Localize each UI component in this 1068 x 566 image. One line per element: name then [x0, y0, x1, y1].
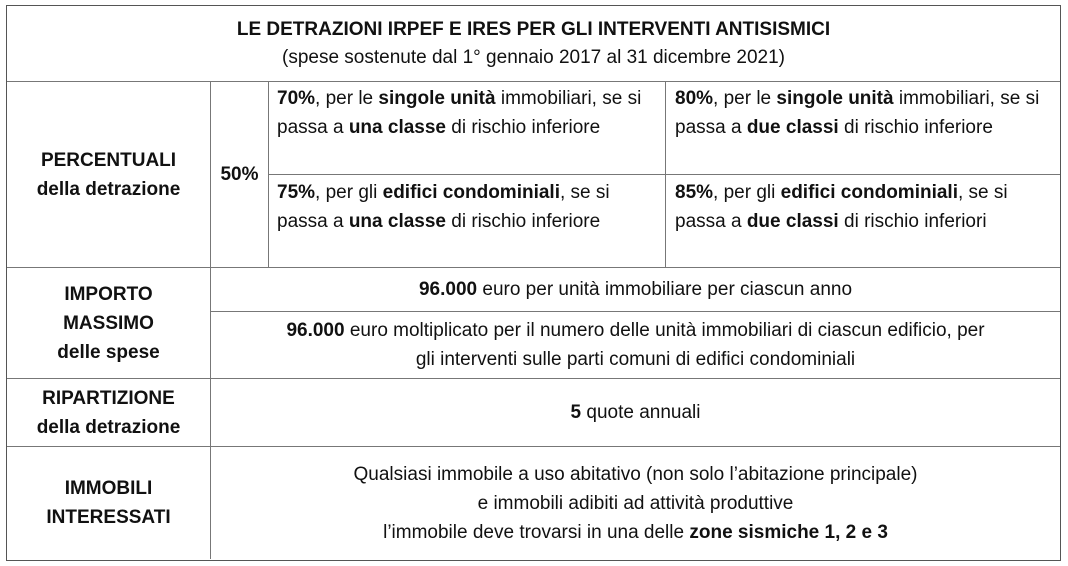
importo-label: IMPORTO MASSIMO delle spese	[57, 283, 160, 363]
deduction-80: 80%, per le singole unità immobiliari, se si passa a due classi di rischio inferiore	[675, 88, 1040, 138]
table-title: LE DETRAZIONI IRPEF E IRES PER GLI INTERVENTI ANTISISMICI	[236, 18, 831, 40]
deduction-75: 75%, per gli edifici condominiali, se si passa a una classe di rischio inferiore	[277, 182, 610, 232]
deduction-70: 70%, per le singole unità immobiliari, se si passa a una classe di rischio inferiore	[277, 88, 642, 138]
ripartizione-label: RIPARTIZIONE della detrazione	[36, 387, 181, 438]
ripartizione-row	[7, 379, 1060, 447]
table-subtitle: (spese sostenute dal 1° gennaio 2017 al 31 dicembre 2021)	[282, 46, 785, 68]
immobili-label: IMMOBILI INTERESSATI	[46, 478, 171, 528]
immobili-value: Qualsiasi immobile a uso abitativo (non solo l’abitazione principale) e immobili adibiti ad attività produttive l’immobile deve trovarsi in una delle zone sismiche 1, 2 e 3	[353, 463, 918, 543]
title-row	[7, 6, 1060, 82]
deductions-table	[6, 5, 1061, 561]
deduction-85: 85%, per gli edifici condominiali, se si passa a due classi di rischio inferiori	[675, 182, 1008, 232]
percentuali-label: PERCENTUALI della detrazione	[36, 149, 181, 200]
ripartizione-value: 5 quote annuali	[570, 402, 701, 423]
importo-single-unit: 96.000 euro per unità immobiliare per ciascun anno	[418, 279, 853, 300]
importo-condominium: 96.000 euro moltiplicato per il numero delle unità immobiliari di ciascun edificio, per gli interventi sulle parti comuni di edifici condominiali	[286, 320, 985, 370]
base-percentage: 50%	[220, 164, 259, 185]
title-cell	[7, 6, 1060, 81]
importo-row	[7, 268, 1060, 379]
percentuali-row	[7, 82, 1060, 268]
immobili-row	[7, 447, 1060, 559]
